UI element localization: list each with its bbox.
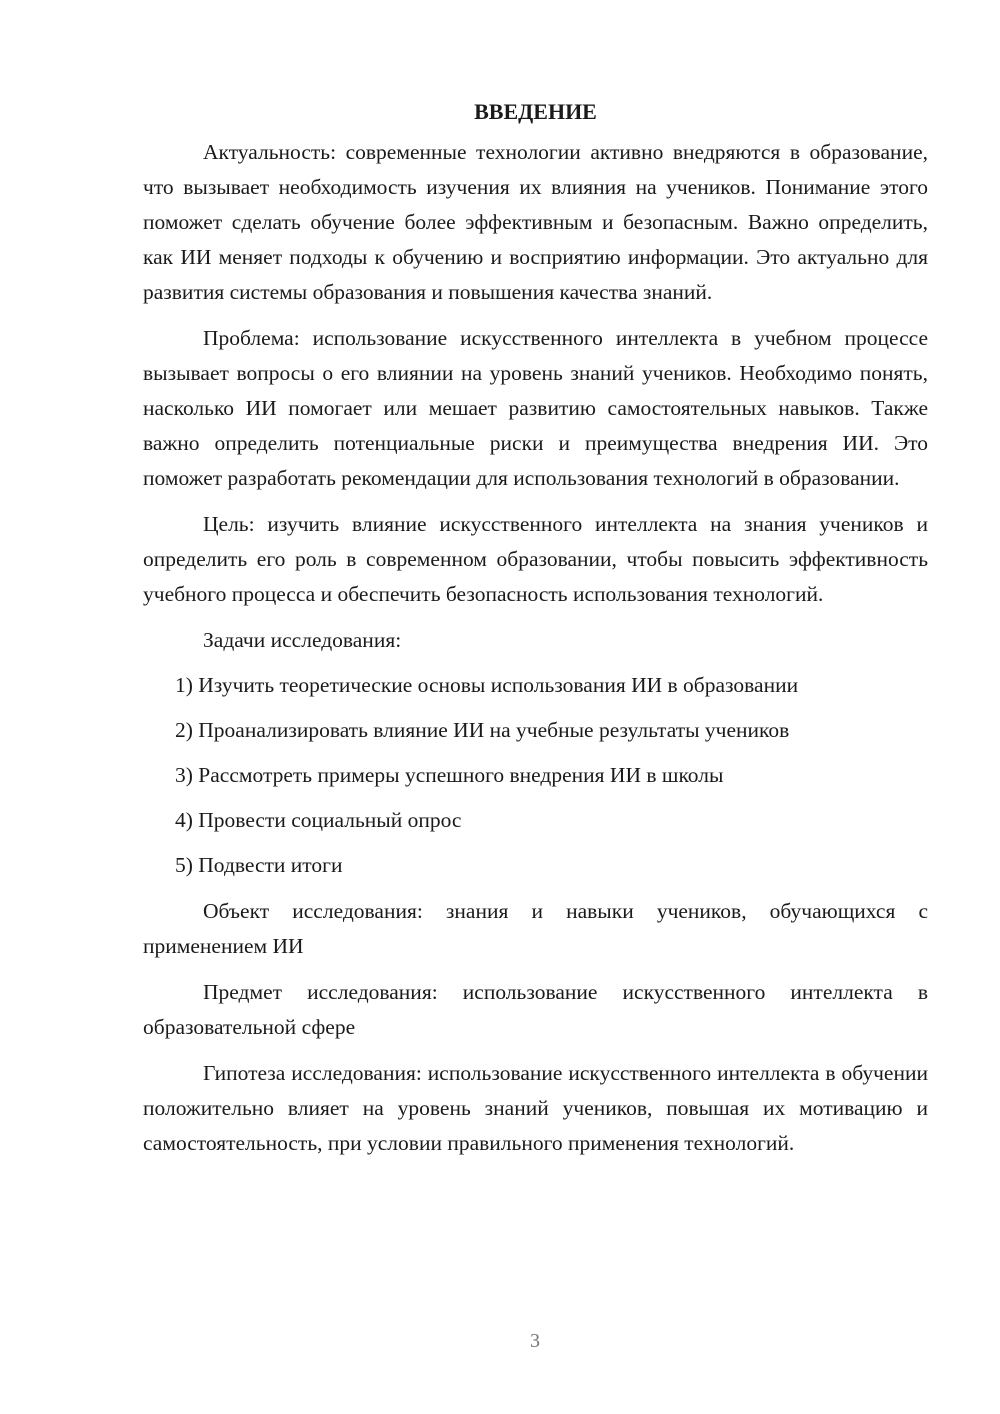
subject-paragraph: Предмет исследования: использование искусственного интеллекта в образовательной сфере: [143, 980, 928, 1039]
task-item: 4) Провести социальный опрос: [175, 808, 462, 832]
task-item: 1) Изучить теоретические основы использования ИИ в образовании: [175, 673, 799, 697]
tasks-heading: Задачи исследования:: [203, 628, 402, 652]
object-paragraph: Объект исследования: знания и навыки учеников, обучающихся с применением ИИ: [143, 899, 928, 958]
task-item: 2) Проанализировать влияние ИИ на учебные результаты учеников: [175, 718, 790, 742]
problem-paragraph: Проблема: использование искусственного интеллекта в учебном процессе вызывает вопросы о его влиянии на уровень знаний учеников. Необходимо понять, насколько ИИ помогает или мешает развитию самостоятельных навыков. Также важно определить потенциальные риски и преимущества внедрения ИИ. Это поможет разработать рекомендации для использования технологий в образовании.: [143, 326, 928, 490]
page-title: ВВЕДЕНИЕ: [474, 99, 597, 124]
relevance-paragraph: Актуальность: современные технологии активно внедряются в образование, что вызывает необходимость изучения их влияния на учеников. Понимание этого поможет сделать обучение более эффективным и безопасным. Важно определить, как ИИ меняет подходы к обучению и восприятию информации. Это актуально для развития системы образования и повышения качества знаний.: [143, 140, 928, 304]
task-item: 3) Рассмотреть примеры успешного внедрения ИИ в школы: [175, 763, 724, 787]
goal-paragraph: Цель: изучить влияние искусственного интеллекта на знания учеников и определить его роль в современном образовании, чтобы повысить эффективность учебного процесса и обеспечить безопасность использования технологий.: [143, 512, 928, 606]
page-number: 3: [530, 1330, 540, 1352]
hypothesis-paragraph: Гипотеза исследования: использование искусственного интеллекта в обучении положительно влияет на уровень знаний учеников, повышая их мотивацию и самостоятельность, при условии правильного применения технологий.: [143, 1061, 928, 1155]
task-item: 5) Подвести итоги: [175, 853, 343, 877]
